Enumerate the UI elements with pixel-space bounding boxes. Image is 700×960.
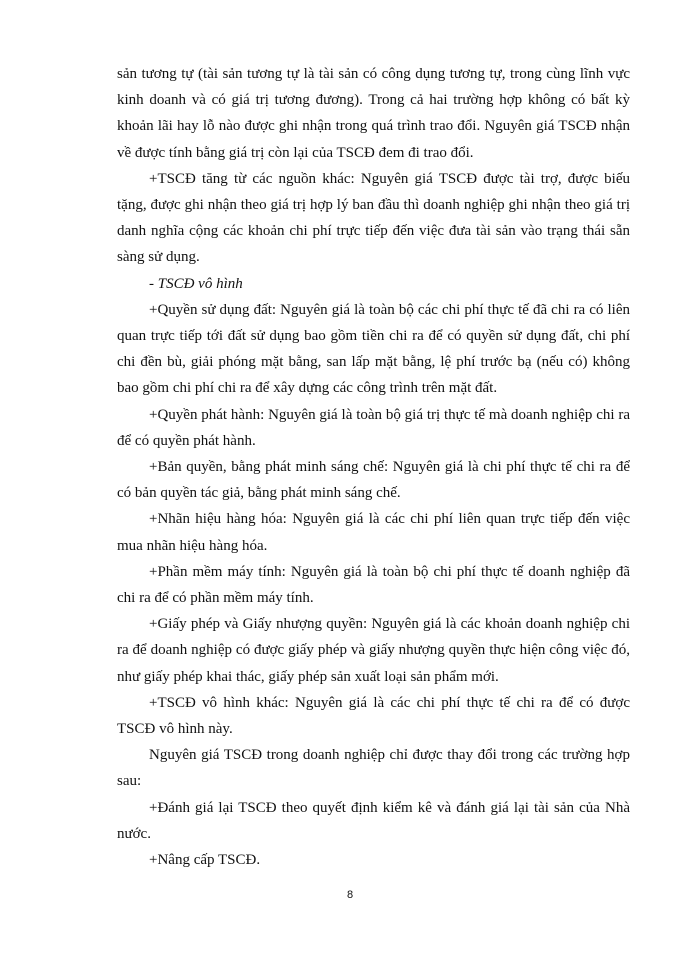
page-number: 8 <box>346 889 354 901</box>
paragraph-land-use-rights: +Quyền sử dụng đất: Nguyên giá là toàn bộ các chi phí thực tế đã chi ra có liên quan trực tiếp tới đất sử dụng bao gồm tiền chi ra để có quyền sử dụng đất, chi phí chi đền bù, giải phóng mặt bằng, san lấp mặt bằng, lệ phí trước bạ (nếu có) không bao gồm chi phí chi ra để xây dựng các công trình trên mặt đất. <box>117 301 630 397</box>
paragraph-revaluation: +Đánh giá lại TSCĐ theo quyết định kiểm kê và đánh giá lại tài sản của Nhà nước. <box>117 799 630 842</box>
body-text <box>117 61 630 873</box>
paragraph-other-intangible: +TSCĐ vô hình khác: Nguyên giá là các chi phí thực tế chi ra để có được TSCĐ vô hình này. <box>117 694 630 738</box>
paragraph-copyright-patents: +Bản quyền, bằng phát minh sáng chế: Nguyên giá là chi phí thực tế chi ra để có bản quyền tác giả, bằng phát minh sáng chế. <box>117 459 630 502</box>
paragraph-other-sources: +TSCĐ tăng từ các nguồn khác: Nguyên giá TSCĐ được tài trợ, được biếu tặng, được ghi nhận theo giá trị hợp lý ban đầu thì doanh nghiệp ghi nhận theo giá trị danh nghĩa cộng các khoản chi phí trực tiếp đến việc đưa tài sản vào trạng thái sẵn sàng sử dụng. <box>117 170 630 266</box>
paragraph-licenses-franchises: +Giấy phép và Giấy nhượng quyền: Nguyên giá là các khoản doanh nghiệp chi ra để doanh nghiệp có được giấy phép và giấy nhượng quyền thực hiện công việc đó, như giấy phép khai thác, giấy phép sản xuất loại sản phẩm mới. <box>117 616 630 685</box>
paragraph-upgrade: +Nâng cấp TSCĐ. <box>149 852 261 869</box>
paragraph-trademarks: +Nhãn hiệu hàng hóa: Nguyên giá là các chi phí liên quan trực tiếp đến việc mua nhãn hiệu hàng hóa. <box>117 511 630 554</box>
paragraph-software: +Phần mềm máy tính: Nguyên giá là toàn bộ chi phí thực tế doanh nghiệp đã chi ra để có phần mềm máy tính. <box>117 563 630 607</box>
heading-intangible-assets: - TSCĐ vô hình <box>149 275 243 292</box>
paragraph-continuation: sản tương tự (tài sản tương tự là tài sản có công dụng tương tự, trong cùng lĩnh vực kinh doanh và có giá trị tương đương). Trong cả hai trường hợp không có bất kỳ khoản lãi hay lỗ nào được ghi nhận trong quá trình trao đổi. Nguyên giá TSCĐ nhận về được tính bằng giá trị còn lại của TSCĐ đem đi trao đổi. <box>117 66 630 161</box>
paragraph-cost-change-cases: Nguyên giá TSCĐ trong doanh nghiệp chỉ được thay đổi trong các trường hợp sau: <box>117 747 630 790</box>
paragraph-publishing-rights: +Quyền phát hành: Nguyên giá là toàn bộ giá trị thực tế mà doanh nghiệp chi ra để có quyền phát hành. <box>117 406 630 449</box>
